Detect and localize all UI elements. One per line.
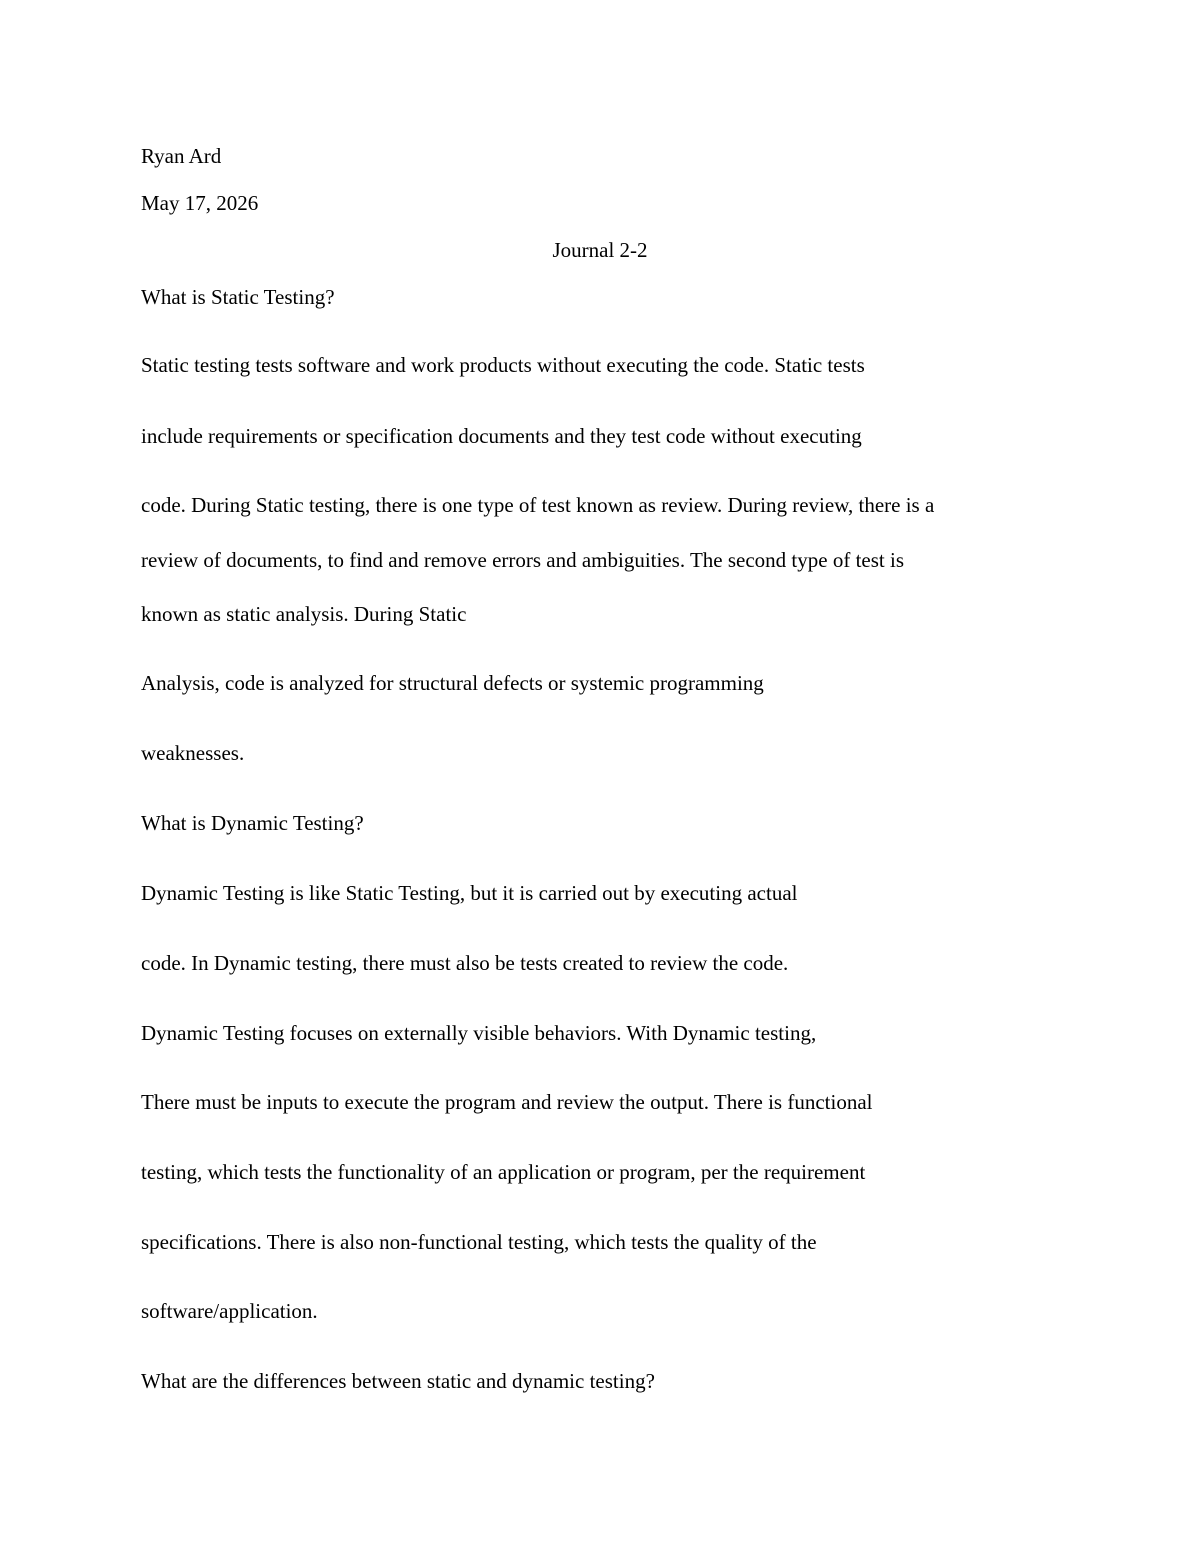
body-line: specifications. There is also non-functional testing, which tests the quality of the	[141, 1230, 817, 1254]
body-line: Dynamic Testing focuses on externally visible behaviors. With Dynamic testing,	[141, 1021, 817, 1045]
body-line: include requirements or specification documents and they test code without executing	[141, 424, 862, 448]
body-line: testing, which tests the functionality of an application or program, per the requirement	[141, 1160, 866, 1184]
body-line: review of documents, to find and remove errors and ambiguities. The second type of test is	[141, 548, 904, 572]
document-title: Journal 2-2	[552, 238, 648, 262]
document-date: May 17, 2026	[141, 191, 259, 215]
body-line: weaknesses.	[141, 741, 245, 765]
section-heading-dynamic: What is Dynamic Testing?	[141, 811, 364, 835]
body-line: code. In Dynamic testing, there must also be tests created to review the code.	[141, 951, 789, 975]
body-line: known as static analysis. During Static	[141, 602, 467, 626]
body-line: There must be inputs to execute the program and review the output. There is functional	[141, 1090, 873, 1114]
body-line: Dynamic Testing is like Static Testing, but it is carried out by executing actual	[141, 881, 798, 905]
section-heading-differences: What are the differences between static and dynamic testing?	[141, 1369, 655, 1393]
author-name: Ryan Ard	[141, 144, 222, 168]
body-line: Static testing tests software and work products without executing the code. Static tests	[141, 353, 865, 377]
body-line: software/application.	[141, 1299, 318, 1323]
body-line: Analysis, code is analyzed for structural defects or systemic programming	[141, 671, 764, 695]
section-heading-static: What is Static Testing?	[141, 285, 335, 309]
body-line: code. During Static testing, there is one type of test known as review. During review, there is a	[141, 493, 935, 517]
